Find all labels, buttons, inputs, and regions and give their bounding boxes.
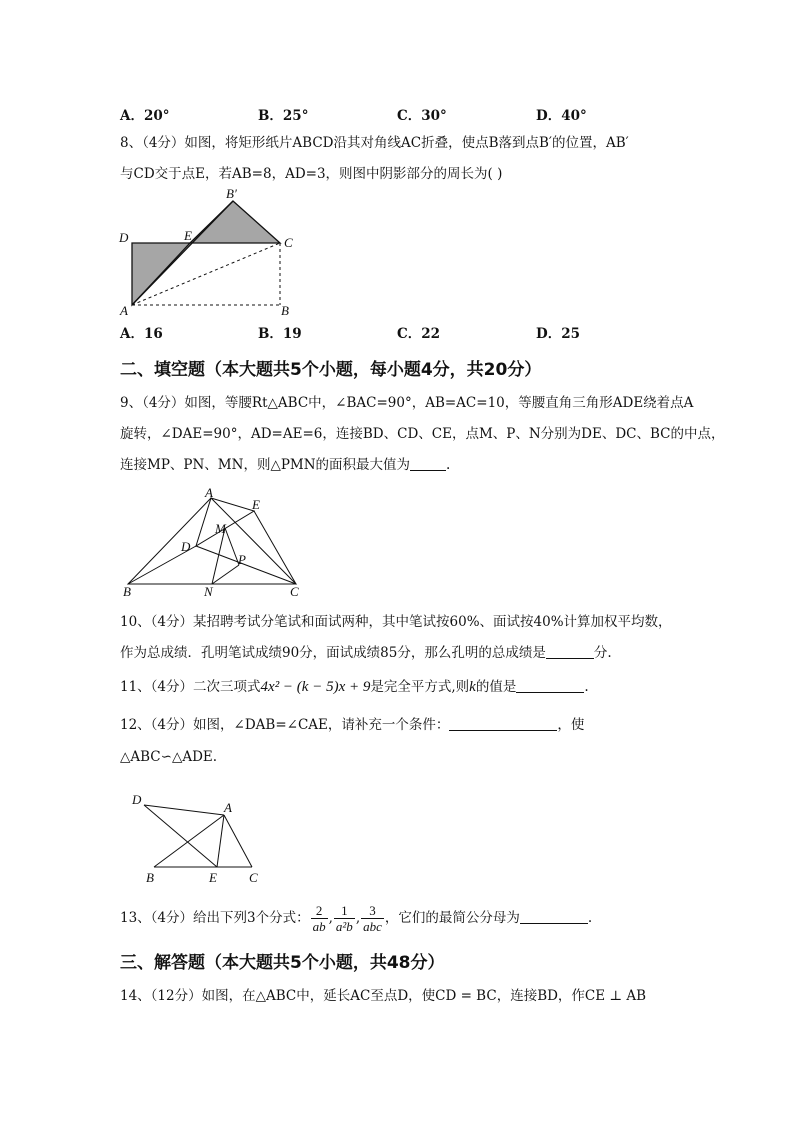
q10-answer-blank[interactable] [546, 643, 594, 659]
q9-text-line1: 9、（4分）如图，等腰Rt△ABC中，∠BAC=90°，AB=AC=10，等腰直角三角形ADE绕着点A [120, 395, 694, 411]
q13-fraction-3-num: 3 [361, 903, 384, 919]
q9-label-a: A [205, 485, 213, 500]
q13-suffix: ，它们的最简公分母为 [384, 910, 520, 926]
q8-option-d: D．25 [536, 326, 580, 342]
q11-suffix: 的值是 [475, 679, 517, 695]
q8-label-b-prime: B′ [226, 186, 237, 201]
q9-label-d: D [181, 539, 191, 554]
q13-fraction-3-den: abc [363, 919, 382, 934]
section2-title: 二、填空题（本大题共5个小题，每小题4分，共20分） [120, 360, 542, 380]
q13-fraction-1 [311, 903, 328, 934]
q8-label-c: C [284, 235, 293, 250]
q13-fraction-1-den: ab [312, 919, 326, 934]
q12-label-a: A [224, 800, 232, 815]
q12-segment-ac [224, 815, 252, 867]
q13-text: 13、（4分）给出下列3个分式： $\frac{2}{ab}$ , $\frac{1}{\text{a²b}}$ , $\frac{3}{\text{abc}}$ ，它们的最简公分母为 . [120, 903, 593, 934]
q13-fraction-2-num: 1 [334, 903, 355, 919]
q13-prefix: 13、（4分）给出下列3个分式： [120, 910, 310, 926]
q13-fraction-2-den: a²b [335, 919, 353, 934]
q12-label-b: B [146, 870, 154, 885]
q14-text-line1: 14、（12分）如图，在△ABC中，延长AC至点D，使CD = BC，连接BD，作CE ⊥ AB [120, 988, 647, 1004]
q13-end: . [587, 910, 593, 926]
q8-label-a: A [120, 303, 128, 318]
q9-answer-blank[interactable] [410, 455, 446, 471]
q12-label-c: C [249, 870, 258, 885]
q11-mid: 是完全平方式,则 [370, 679, 470, 695]
q10-text-line1: 10、（4分）某招聘考试分笔试和面试两种，其中笔试按60%、面试按40%计算加权平均数， [120, 614, 672, 630]
q8-option-c: C．22 [397, 326, 441, 342]
q12-text-line1-body: 12、（4分）如图，∠DAB=∠CAE，请补充一个条件： [120, 717, 450, 733]
q8-option-a: A．16 [120, 326, 163, 342]
q12-segment-de [144, 805, 217, 867]
q13-fraction-1-num: 2 [311, 903, 328, 919]
q8-shaded-triangle-top [190, 201, 280, 243]
q9-label-m: M [215, 521, 226, 536]
q12-text-line2: △ABC∽△ADE. [120, 749, 218, 765]
q9-figure [118, 485, 308, 600]
q7-option-d: D．40° [536, 108, 587, 124]
q11-expression: 4x² − (k − 5)x + 9 [260, 679, 371, 695]
q9-label-e: E [252, 497, 260, 512]
q7-option-c: C．30° [397, 108, 447, 124]
q12-answer-blank[interactable] [449, 715, 557, 731]
q9-segment-dc [196, 546, 296, 584]
section3-title: 三、解答题（本大题共5个小题，共48分） [120, 953, 445, 973]
q12-figure [128, 788, 273, 888]
q12-segment-ae [217, 815, 224, 867]
q10-text-line2 [120, 643, 612, 663]
q12-segment-da [144, 805, 224, 815]
q10-text-line2-body: 作为总成绩．孔明笔试成绩90分，面试成绩85分，那么孔明的总成绩是 [120, 645, 546, 661]
q11-end: . [584, 679, 589, 695]
q11-answer-blank[interactable] [516, 677, 584, 693]
q9-text-line3 [120, 455, 450, 475]
q8-figure [115, 185, 305, 320]
q11-prefix: 11、（4分）二次三项式 [120, 679, 261, 695]
q8-label-b: B [281, 303, 289, 318]
q7-option-a: A．20° [120, 108, 170, 124]
q8-label-e: E [184, 228, 192, 243]
q13-fraction-2 [334, 903, 355, 934]
q11-variable-k: k [469, 679, 476, 695]
q9-text-line2: 旋转，∠DAE=90°，AD=AE=6，连接BD、CD、CE，点M、P、N分别为DE、DC、BC的中点， [120, 426, 725, 442]
q9-label-c: C [290, 584, 299, 599]
q12-text-line1 [120, 715, 584, 735]
q8-text-line1: 8、（4分）如图，将矩形纸片ABCD沿其对角线AC折叠，使点B落到点B′的位置，AB′ [120, 135, 629, 151]
q13-answer-blank[interactable] [520, 908, 588, 924]
q11-text [120, 677, 589, 697]
q8-option-b: B．19 [258, 326, 302, 342]
q12-text-line1-end: ，使 [557, 717, 585, 733]
q12-label-e: E [209, 870, 217, 885]
q9-label-b: B [123, 584, 131, 599]
q9-label-p: P [238, 552, 246, 567]
q8-label-d: D [119, 230, 129, 245]
q9-text-line3-body: 连接MP、PN、MN，则△PMN的面积最大值为 [120, 457, 411, 473]
q8-text-line2: 与CD交于点E，若AB=8，AD=3，则图中阴影部分的周长为( ) [120, 166, 503, 182]
q9-text-line3-end: . [446, 457, 451, 473]
q10-text-line2-end: 分. [593, 645, 612, 661]
q9-label-n: N [204, 584, 213, 599]
q12-label-d: D [132, 792, 142, 807]
q13-fraction-3 [361, 903, 384, 934]
q7-option-b: B．25° [258, 108, 309, 124]
